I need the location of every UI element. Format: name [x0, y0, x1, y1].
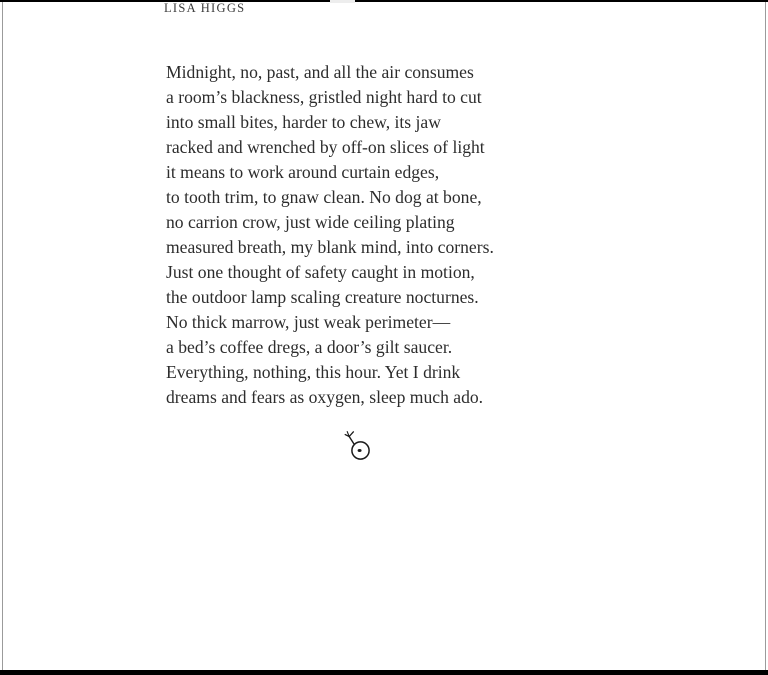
poem-line: measured breath, my blank mind, into corners.: [166, 237, 494, 257]
viewer-top-bar: [0, 0, 768, 2]
poem-text: [166, 60, 494, 410]
poem-line: Just one thought of safety caught in motion,: [166, 262, 475, 282]
poem-line: Everything, nothing, this hour. Yet I drink: [166, 362, 461, 382]
page-top-artifact: [330, 0, 355, 3]
page-right-edge: [765, 2, 766, 670]
poem-line: Midnight, no, past, and all the air consumes: [166, 62, 474, 82]
author-name: LISA HIGGS: [164, 1, 246, 15]
poem-line: dreams and fears as oxygen, sleep much ado.: [166, 387, 484, 407]
poem-line: no carrion crow, just wide ceiling plating: [166, 212, 455, 232]
poem-line: it means to work around curtain edges,: [166, 162, 440, 182]
poem-line: the outdoor lamp scaling creature nocturnes.: [166, 287, 479, 307]
page-left-edge: [2, 2, 3, 670]
circle-dot-cursor-icon: [341, 430, 375, 464]
viewer-bottom-bar: [0, 670, 768, 675]
poem-line: racked and wrenched by off-on slices of light: [166, 137, 485, 157]
poem-line: a room’s blackness, gristled night hard to cut: [166, 87, 482, 107]
poem-line: into small bites, harder to chew, its jaw: [166, 112, 441, 132]
poem-line: a bed’s coffee dregs, a door’s gilt saucer.: [166, 337, 453, 357]
poem-line: to tooth trim, to gnaw clean. No dog at bone,: [166, 187, 482, 207]
poem-line: No thick marrow, just weak perimeter—: [166, 312, 451, 332]
